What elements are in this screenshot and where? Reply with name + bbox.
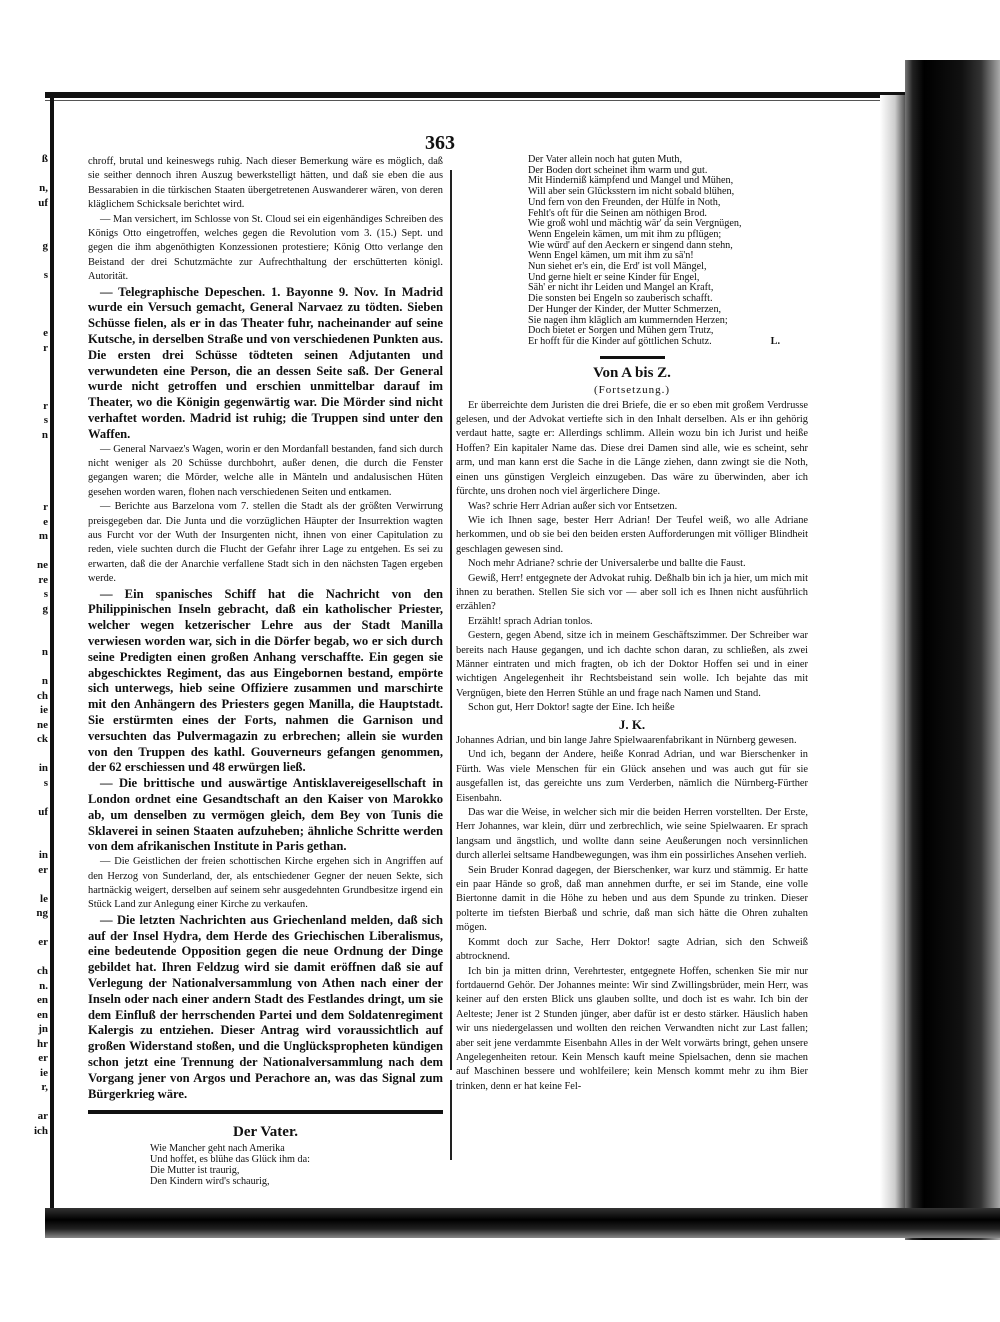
margin-fragment: ß	[41, 153, 48, 165]
margin-fragment: n,	[39, 182, 48, 194]
poem-line: Der Vater allein noch hat guten Muth,	[528, 154, 682, 165]
margin-fragment	[8, 370, 48, 385]
margin-fragment	[8, 950, 48, 965]
section-rule	[600, 356, 665, 359]
left-column	[88, 155, 443, 1187]
page-right-shadow	[880, 95, 905, 1225]
margin-fragment	[8, 167, 48, 182]
margin-fragment	[8, 471, 48, 486]
poem-line: Säh' er nicht ihr Leiden und Mangel an Kraft,	[528, 282, 714, 294]
margin-fragment	[8, 660, 48, 675]
poem-line: Den Kindern wird's schaurig,	[150, 1176, 270, 1188]
news-item: — Die letzten Nachrichten aus Griechenland melden, daß sich auf der Insel Hydra, dem Herde des Griechischen Liberalismus, eine bedeutende Opposition gegen die neue Ordnung der Dinge gebildet hat. Ihren Feldzug wird sie damit eröffnen daß sie auf Verlegung der Nationalversammlung von Athen nach einer der Inseln oder nach einer andern Stadt des Festlandes dringt, um sie dem Einfluß der herrschenden Partei und dem Soldatenregiment Kalergis zu entziehen. Dieser Antrag wird voraussichtlich auf großen Widerstand stoßen, und die Unglückspropheten kündigen schon jetzt eine Trennung der Nationalversammlung nach dem Vorgang jener von Argos und Perachore an, was das Signal zum Bürgerkrieg wäre.	[88, 912, 443, 1101]
margin-fragment: n	[41, 646, 48, 658]
poem-stanza	[88, 1143, 443, 1187]
page-top-border-thin	[45, 100, 905, 101]
story-paragraph: Das war die Weise, in welcher sich mir die beiden Herren vorstellten. Der Erste, Herr Johannes, war klein, dürr und zerbrechlich, wie seine Spielwaaren. Er sprach langsam und ängstlich, und wollte dann seine Aeußerungen noch versinnlichen durch allerlei seltsame Handbewegungen, was ihm ein possirliches Ansehen verlieh.	[456, 807, 808, 862]
story-paragraph: Noch mehr Adriane? schrie der Universalerbe und ballte die Faust.	[468, 558, 746, 570]
margin-fragment: en	[37, 994, 48, 1006]
poem-line: Und hoffet, es blühe das Glück ihm da:	[150, 1154, 310, 1166]
margin-fragment	[8, 544, 48, 559]
right-column	[456, 155, 808, 1094]
margin-fragment: in	[38, 849, 48, 861]
margin-fragment: ng	[36, 907, 48, 919]
story-subtitle: (Fortsetzung.)	[593, 383, 670, 396]
margin-fragment: en	[37, 1008, 48, 1021]
margin-fragment	[8, 442, 48, 457]
margin-fragment: le	[40, 892, 48, 905]
page-number: 363	[425, 132, 455, 154]
news-item: — General Narvaez's Wagen, worin er den Mordanfall bestanden, fand sich durch nicht weniger als 20 Schüsse durchbohrt, außer denen, die durch die Fenster gegangen waren; die Mörder, welche alle in Mänteln und andalusischen Hüten gesehen worden waren, flohen nach verschiedenen Seiten und entkamen.	[88, 443, 443, 498]
margin-fragment: s	[43, 776, 48, 789]
margin-fragment: r,	[41, 1081, 48, 1093]
margin-fragment	[8, 312, 48, 327]
margin-fragment: in	[38, 762, 48, 774]
margin-fragment: ich	[33, 1124, 48, 1137]
margin-fragment	[8, 254, 48, 269]
section-rule	[88, 1110, 443, 1114]
margin-fragment	[8, 486, 48, 501]
margin-fragment: s	[43, 269, 48, 281]
column-divider	[450, 170, 452, 1070]
poem-line: Und gerne hielt er seine Kinder für Engel,	[528, 271, 700, 283]
margin-fragment: g	[42, 602, 48, 615]
news-paragraphs	[88, 155, 443, 1102]
margin-fragment: s	[43, 588, 48, 600]
margin-fragment	[8, 283, 48, 298]
margin-fragment: uf	[38, 196, 48, 209]
poem-line: Mit Hinderniß kämpfend und Mangel und Mühen,	[528, 175, 734, 187]
story-paragraphs	[456, 399, 808, 716]
poem-line: Nun siehet er's ein, die Erd' ist voll Mängel,	[528, 261, 707, 273]
margin-fragment: m	[38, 530, 48, 542]
news-item: — Telegraphische Depeschen. 1. Bayonne 9. Nov. In Madrid wurde ein Versuch gemacht, General Narvaez zu tödten. Sieben Schüsse fielen, als er in das Theater fuhr, nacheinander auf seine Kutsche, in derselben Straße und von verschiedenen Punkten aus. Die ersten drei Schüsse tödteten seinen Adjutanten und verwundeten eine Person, die an dessen Seite saß. Der General wurde nicht getroffen und erschien unmittelbar darauf im Theater, wo die Königin gegenwärtig war. Die Mörder sind nicht verhaftet worden. Madrid ist ruhig; die Truppen sind unter den Waffen.	[88, 284, 443, 441]
margin-fragment: ar	[37, 1110, 48, 1122]
news-item: — Man versichert, im Schlosse von St. Cloud sei ein eigenhändiges Schreiben des Königs Otto eingetroffen, welches gegen die Revolution vom 3. (15.) Sept. und gegen die ihm abgenöthigten Konzessionen protestiere; König Otto verlange den Beistand der drei Schutzmächte zur Aufrechthaltung der erschütterten königl. Autorität.	[88, 213, 443, 283]
story-paragraph: Kommt doch zur Sache, Herr Doktor! sagte Adrian, sich den Schweiß abtrocknend.	[456, 936, 808, 963]
margin-fragment: uf	[38, 805, 48, 818]
story-initials: J. K.	[618, 716, 646, 732]
column-divider-lower	[450, 1080, 452, 1160]
story-paragraph: Und ich, begann der Andere, heiße Konrad Adrian, und war Bierschenker in Fürth. Was viele Menschen für ein Glück ansehen und was auch gut für sie ausgefallen ist, das gereichte uns zum Verderben, nämlich die Nürnberg-Fürther Eisenbahn.	[456, 749, 808, 804]
story-paragraphs-continued	[456, 734, 808, 1094]
poem-title: Der Vater.	[233, 1124, 298, 1141]
story-paragraph: Gestern, gegen Abend, sitze ich in meinem Geschäftszimmer. Der Schreiber war bereits nach Hause gegangen, und ich dachte schon daran, zu schließen, als zwei Männer eintraten und mich fragten, ob ich der Doktor Hoffen sei und in einer wichtigen Angelegenheit ihr Rechtsbeistand sein wolle. Ich bejahte das mit Vergnügen, biete den Herren Stühle an und frage nach Namen und Stand.	[456, 630, 808, 699]
page-gutter-line	[50, 95, 54, 1225]
margin-fragment	[8, 631, 48, 646]
adjacent-page-fragments	[8, 152, 48, 1138]
margin-fragment: jn	[38, 1023, 48, 1035]
poem-line: Will aber sein Glücksstern im nicht sobald blühen,	[528, 186, 735, 198]
margin-fragment: g	[42, 240, 48, 252]
poem-line: Und fern von den Freunden, der Hülfe in Noth,	[528, 196, 721, 208]
margin-fragment: r	[43, 399, 48, 412]
margin-fragment: ne	[37, 718, 48, 731]
margin-fragment	[8, 747, 48, 762]
story-paragraph: Johannes Adrian, und bin lange Jahre Spielwaarenfabrikant in Nürnberg gewesen.	[456, 735, 797, 746]
story-paragraph: Ich bin ja mitten drinn, Verehrtester, entgegnete Hoffen, schenken Sie mir nur fortdauernd Gehör. Der Johannes meinte: Wir sind Zwillingsbrüder, mein Herr, was keiner auf den ersten Blick uns glauben sollte, und doch ist es wahr. Ich bin der Aelteste; Jener ist 2 Stunden jünger, aber dafür ist er desto stärker. Häuslich haben wir uns niedergelassen und wollten den reichen Verwandten nicht zur Last fallen; aber seit jene verdammte Eisenbahn Alles in der Welt vorwärts bringt, gehen unsere Angelegenheiten retour. Kein Mensch kauft meine Spielsachen, denn sie machen auf Maschinen bessere und wohlfeilere; kein Mensch kommt mehr zu ihm Bier trinken, denn er hat keine Fel-	[456, 965, 808, 1092]
margin-fragment: n	[41, 675, 48, 687]
margin-fragment	[8, 225, 48, 240]
margin-fragment	[8, 877, 48, 892]
poem-continuation	[456, 155, 808, 348]
margin-fragment: hr	[37, 1037, 48, 1050]
margin-fragment	[8, 457, 48, 472]
news-item: — Berichte aus Barzelona vom 7. stellen die Stadt als der größten Verwirrung preisgegeben dar. Die Junta und die vorzüglichen Häupter der Insurrektion wagten aus Furcht vor der Wuth der Insurgenten nicht, ihnen von einer Capitulation zu reden, viele suchten durch die Flucht der Gefahr ihrer Lage zu entgehen. Es sei zu erwarten, daß die der Anarchie verfallene Stadt sich in den nächsten Tagen ergeben werde.	[88, 501, 443, 585]
poem-line: Wie groß wohl und mächtig wär' da sein Vergnügen,	[528, 218, 742, 230]
story-paragraph: Was? schrie Herr Adrian außer sich vor Entsetzen.	[468, 500, 678, 512]
margin-fragment	[8, 790, 48, 805]
news-item: — Ein spanisches Schiff hat die Nachricht von den Philippinischen Inseln gebracht, daß ein katholischer Priester, welcher wegen ketzerischer Lehre aus der Stadt Manilla verwiesen worden war, sich in die Dörfer begab, wo er sich durch seine Predigten einen großen Anhang verschaffte. Ein gegen sie abgeschicktes Regiment, das aus Eingebornen bestand, empörte sich unterwegs, hieb seine Offiziere zusammen und marschirte mit den Anhängern des Priesters gegen Manilla, die Hauptstadt. Sie erstürmten eines der Forts, nahmen die Garnison und versuchten das Pulvermagazin zu erbrechen; allein sie wurden von den Truppen des kathl. Gouverneurs gefangen genommen, der 62 erschiessen und 48 erwürgen ließ.	[88, 586, 443, 775]
margin-fragment	[8, 384, 48, 399]
news-item: — Die brittische und auswärtige Antisklavereigesellschaft in London ordnet eine Gesandtschaft an den Kaiser von Marokko ab, um denselben zu vermögen gleich, dem Bey von Tunis die Sklaverei in seinen Staaten aufzuheben; ähnliche Schritte werden von dem afrikanischen Institute in Paris gethan.	[88, 776, 443, 854]
margin-fragment: e	[43, 327, 48, 339]
poem-line: Wie Mancher geht nach Amerika	[150, 1143, 285, 1155]
margin-fragment: ie	[40, 704, 48, 716]
book-edge-right	[905, 60, 1000, 1240]
margin-fragment	[8, 210, 48, 225]
margin-fragment: er	[38, 1052, 48, 1064]
margin-fragment: ie	[40, 1066, 48, 1079]
story-paragraph: Sein Bruder Konrad dagegen, der Bierschenker, war kurz und stämmig. Er hatte ein paar Hände so groß, daß man annehmen durfte, er sei im Stande, eine volle Biertonne damit in die Höhe zu heben und aus dem Spunde zu trinken. Dieser polterte im tiefsten Bierbaß und schrie, daß man sich hätte die Ohren zuhalten mögen.	[456, 864, 808, 934]
poem-line: Doch bietet er Sorgen und Mühen gern Trutz,	[528, 325, 714, 337]
margin-fragment	[8, 355, 48, 370]
margin-fragment: s	[43, 414, 48, 426]
poem-line: Wie würd' auf den Aeckern er singend dann stehn,	[528, 239, 733, 251]
news-item: — Die Geistlichen der freien schottischen Kirche ergehen sich in Angriffen auf den Herzog von Sunderland, der, als entschiedener Gegner der neuen Sekte, sich hartnäckig weigert, derselben auf seinem sehr ausgedehnten Grundbesitze irgend ein Stück Land zur Anlegung einer Kirche zu verkaufen.	[88, 856, 443, 911]
margin-fragment: r	[43, 501, 48, 513]
poem-line: Die sonsten bei Engeln so zauberisch schafft.	[528, 293, 713, 305]
margin-fragment: ne	[37, 559, 48, 571]
poem-line: Wenn Engelein kämen, um mit ihm zu pflügen;	[528, 228, 722, 240]
margin-fragment	[8, 834, 48, 849]
margin-fragment	[8, 1095, 48, 1110]
margin-fragment: n.	[39, 979, 48, 992]
margin-fragment: n	[41, 428, 48, 441]
margin-fragment	[8, 819, 48, 834]
story-paragraph: Er überreichte dem Juristen die drei Briefe, die er so eben mit großem Verdrusse gelesen, und der Advokat vertiefte sich in den Inhalt derselben. Als er ihn gehörig verdaut hatte, sagte er: Allerdings schlimm. Allein wozu bin ich Jurist und heiße Hoffen? Ein kapitaler Name das. Diese drei Damen sind alle, wie es scheint, sehr arm, und man kann erst die Sache in die Länge ziehen, dann zwingt sie die Noth, einen uns günstigen Vergleich einzugeben. Das wäre zu überwinden, aber ich fürchte, uns drohen noch viel ärgerlichere Dinge.	[456, 399, 808, 498]
poem-signature: L.	[770, 335, 780, 347]
poem-line: Sie nagen ihm kläglich am kummernden Herzen;	[528, 314, 728, 326]
margin-fragment: r	[43, 341, 48, 354]
margin-fragment: er	[38, 936, 48, 948]
story-paragraph: Wie ich Ihnen sage, bester Herr Adrian! Der Teufel weiß, wo alle Adriane herkommen, und ob sie bei den beiden ersten Aufforderungen mit völliger Blindheit geschlagen gewesen sind.	[456, 514, 808, 555]
poem-line: Die Mutter ist traurig,	[150, 1165, 240, 1177]
story-paragraph: Gewiß, Herr! entgegnete der Advokat ruhig. Deßhalb bin ich ja hier, um mich mit ihnen zu berathen. Stellen Sie sich vor — aber soll ich es Ihnen nicht ausführlich erzählen?	[456, 572, 808, 613]
news-item: chroff, brutal und keineswegs ruhig. Nach dieser Bemerkung wäre es möglich, daß sie seither dennoch ihren Auszug bewerkstelligt hätten, und daß sie eben die aus Bessarabien in die türkischen Staaten übergetretenen Auswanderer wären, von deren kläglichem Schicksale berichtet wird.	[88, 156, 443, 211]
story-paragraph: Erzählt! sprach Adrian tonlos.	[468, 615, 593, 627]
margin-fragment: ck	[37, 733, 48, 745]
margin-fragment	[8, 921, 48, 936]
margin-fragment	[8, 616, 48, 631]
poem-line: Der Boden dort scheinet ihm warm und gut.	[528, 164, 708, 176]
poem-line: Der Hunger der Kinder, der Mutter Schmerzen,	[528, 303, 722, 315]
margin-fragment: er	[38, 863, 48, 876]
margin-fragment: ch	[37, 965, 48, 977]
poem-line: Er hofft für die Kinder auf göttlichen Schutz.	[528, 335, 712, 347]
page-top-border	[45, 92, 905, 98]
story-paragraph: Schon gut, Herr Doktor! sagte der Eine. Ich heiße	[468, 702, 675, 714]
book-edge-bottom	[45, 1208, 1000, 1238]
margin-fragment: ch	[37, 689, 48, 702]
poem-line: Wenn Engel kämen, um mit ihm zu sä'n!	[528, 250, 694, 262]
story-title: Von A bis Z.	[593, 364, 671, 381]
margin-fragment: re	[38, 573, 48, 586]
poem-line: Fehlt's oft für die Seinen am nöthigen Brod.	[528, 207, 707, 219]
margin-fragment	[8, 297, 48, 312]
margin-fragment: e	[43, 515, 48, 528]
